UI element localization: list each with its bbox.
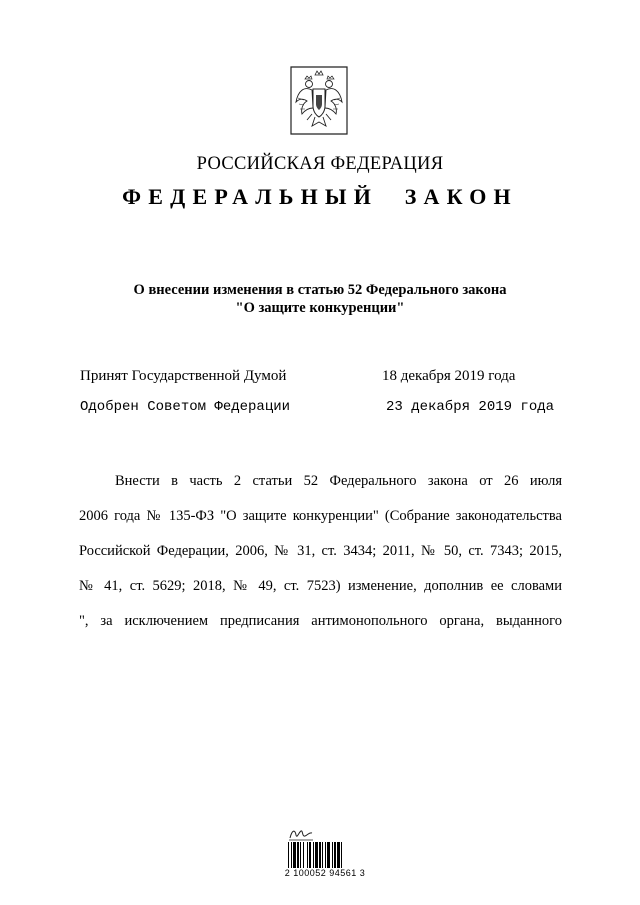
law-body-text — [79, 464, 562, 639]
adoption-label: Принят Государственной Думой — [80, 368, 287, 384]
body-line: ", за исключением предписания антимонопольного органа, выданного — [79, 613, 562, 629]
body-line: Внести в часть 2 статьи 52 Федерального закона от 26 июля — [115, 473, 562, 489]
barcode-number: 2 100052 94561 3 — [284, 868, 366, 878]
body-line: 2006 года № 135-ФЗ "О защите конкуренции" (Собрание законодательства — [79, 508, 562, 524]
adoption-row-duma — [80, 368, 560, 390]
coat-of-arms-icon — [288, 64, 350, 136]
approval-date: 23 декабря 2019 года — [386, 399, 555, 415]
adoption-date: 18 декабря 2019 года — [382, 368, 516, 384]
adoption-row-council — [80, 399, 560, 421]
barcode-icon — [288, 842, 358, 868]
body-line: Российской Федерации, 2006, № 31, ст. 3434; 2011, № 50, ст. 7343; 2015, — [79, 543, 562, 559]
body-line: № 41, ст. 5629; 2018, № 49, ст. 7523) изменение, дополнив ее словами — [79, 578, 562, 594]
subject-line-2: "О защите конкуренции" — [235, 300, 405, 316]
country-title: РОССИЙСКАЯ ФЕДЕРАЦИЯ — [196, 154, 444, 174]
approval-label: Одобрен Советом Федерации — [80, 399, 291, 415]
document-type-title: ФЕДЕРАЛЬНЫЙ ЗАКОН — [122, 184, 518, 209]
subject-line-1: О внесении изменения в статью 52 Федерального закона — [133, 282, 507, 298]
law-subject — [0, 281, 640, 317]
handwritten-mark-icon — [286, 826, 316, 842]
